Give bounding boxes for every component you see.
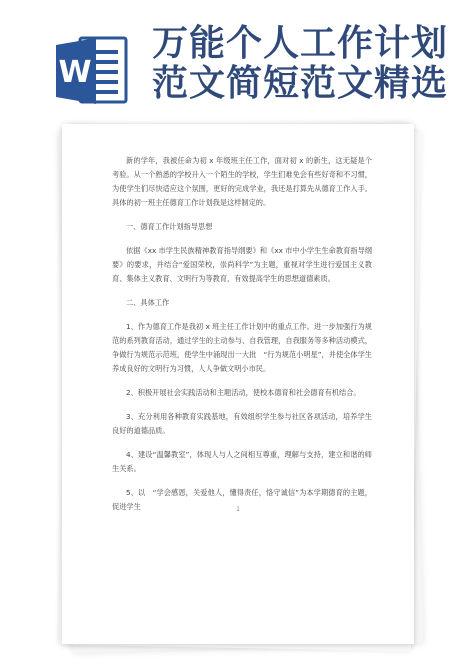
intro-paragraph: 新的学年，我被任命为初 x 年级班主任工作，面对初 x 的新生，这无疑是个考验。从一个熟悉的学校升入一个陌生的学校，学生们难免会有些好奇和不习惯，为使学生们尽快适应这个氛围，更好的完成学业，我还是打算先从德育工作入手。具体的初一班主任德育工作计划我是这样制定的。 (112, 156, 372, 207)
page-title (152, 24, 470, 104)
header (0, 0, 474, 118)
title-line-2: 范文简短范文精选 (152, 63, 449, 104)
work-item-2: 2、积极开展社会实践活动和主题活动，使校本德育和社会德育有机结合。 (126, 388, 361, 397)
work-item-1: 1、作为德育工作是我初 x 班主任工作计划中的重点工作。进一步加强行为规范的系列教育活动，通过学生的主动参与、自我管理，自我服务等多种活动模式，争做行为规范示范班，使学生中涌现出一大批 “行为规范小明星”，并使全体学生养成良好的文明行为习惯，人人争做文明小市民。 (112, 322, 372, 373)
section-heading-guiding-principle: 一、德育工作计划指导思想 (126, 222, 213, 231)
section-heading-specific-work: 二、具体工作 (126, 298, 170, 307)
work-item-4: 4、建设“温馨教室”，体现人与人之间相互尊重，理解与支持，建立和谐的师生关系。 (112, 450, 372, 473)
work-item-3: 3、充分利用各种教育实践基地，有效组织学生参与社区各项活动，培养学生良好的道德品质。 (112, 412, 372, 435)
word-document-icon (56, 36, 128, 106)
page-number: 1 (236, 506, 240, 513)
title-line-1: 万能个人工作计划 (152, 23, 449, 64)
document-body (112, 154, 372, 514)
work-item-5: 5、以 “学会感恩，关爱他人，懂得责任，恪守诚信”为本学期德育的主题，促进学生 (112, 488, 372, 511)
guiding-principle-paragraph: 依据《xx 市学生民族精神教育指导纲要》和《xx 市中小学生生命教育指导纲要》的要求，并结合“爱国荣校，崇尚科学”为主题，重视对学生进行爱国主义教育、集体主义教育、文明行为等教育，有效提高学生的思想道德素质。 (112, 246, 372, 283)
document-page (62, 124, 414, 644)
word-icon-letter: W (58, 55, 92, 90)
